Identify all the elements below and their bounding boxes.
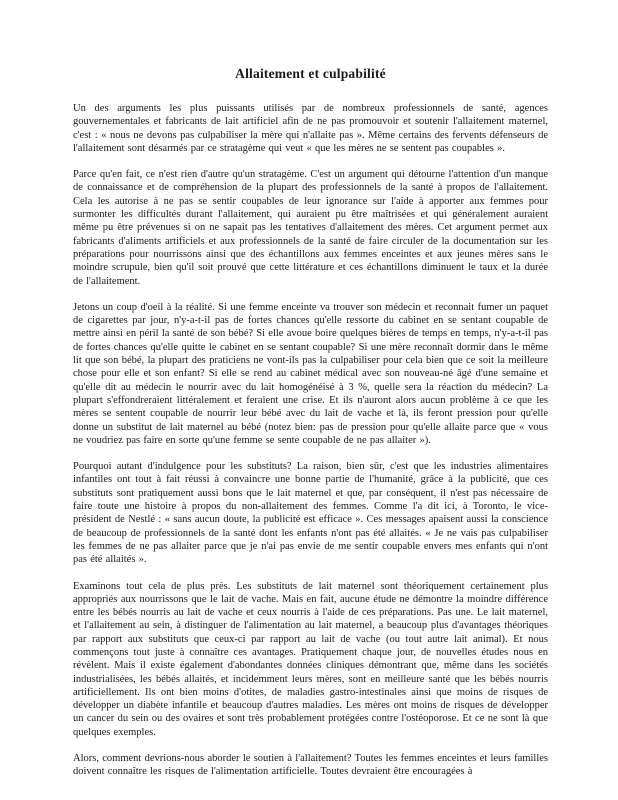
paragraph: Jetons un coup d'oeil à la réalité. Si une femme enceinte va trouver son médecin et reconnait fumer un paquet de cigarettes par jour, n'y-a-t-il pas de fortes chances qu'elle ressorte du cabinet en se sentant coupable de mettre ainsi en péril la santé de son bébé? Si elle avoue boire quelques bières de temps en temps, n'y-a-t-il pas de fortes chances qu'elle quitte le cabinet en se sentant coupable? Si une mère reconnaît dormir dans le même lit que son bébé, la plupart des praticiens ne vont-ils pas la culpabiliser pour cela bien que ce soit la meilleure chose pour elle et son enfant? Si elle se rend au cabinet médical avec son nouveau-né âgé d'une semaine et qu'elle dit au médecin le nourrir avec du lait homogénéisé à 3 %, quelle sera la réaction du médecin? La plupart s'effondreraient littéralement et feraient une crise. Et ils n'auront alors aucun problème à ce que les mères se sentent coupable de nourrir leur bébé avec du lait de vache et là, ils feront pression pour qu'elle donne un substitut de lait maternel au bébé (notez bien: pas de pression pour qu'elle allaite parce que « vous ne voudriez pas faire en sorte qu'une femme se sente coupable de ne pas allaiter »).: [73, 301, 548, 446]
paragraph: Parce qu'en fait, ce n'est rien d'autre qu'un stratagème. C'est un argument qui détourne l'attention d'un manque de connaissance et de compréhension de la plupart des professionnels de la santé à propos de l'allaitement. Cela les autorise à ne pas se sentir coupables de leur ignorance sur l'aide à apporter aux femmes pour surmonter les difficultés durant l'allaitement, qui auraient pu être maîtrisées et qui généralement auraient même pu être prévenues si on ne sapait pas les tentatives d'allaitement des mères. Cet argument permet aux fabricants d'aliments artificiels et aux professionnels de la santé de faire circuler de la documentation sur les préparations pour nourrissons ainsi que des échantillons aux femmes enceintes et aux jeunes mères sans le moindre scrupule, bien qu'il soit prouvé que cette littérature et ces échantillons diminuent le taux et la durée de l'allaitement.: [73, 169, 548, 287]
document-title: Allaitement et culpabilité: [235, 66, 386, 81]
paragraph: Alors, comment devrions-nous aborder le soutien à l'allaitement? Toutes les femmes enceintes et leurs familles doivent connaître les risques de l'alimentation artificielle. Toutes devraient être encouragées à: [73, 753, 548, 778]
paragraph: Pourquoi autant d'indulgence pour les substituts? La raison, bien sûr, c'est que les industries alimentaires infantiles ont tout à fait réussi à convaincre une bonne partie de l'humanité, grâce à la publicité, que ces substituts sont pratiquement aussi bons que le lait maternel et que, par conséquent, il n'est pas nécessaire de faire toute une histoire à propos du non-allaitement des femmes. Comme l'a dit ici, à Toronto, le vice-président de Nestlé : « sans aucun doute, la publicité est efficace ». Ces messages apaisent aussi la conscience de beaucoup de professionnels de la santé dont les enfants n'ont pas été allaités. « Je ne vais pas culpabiliser les femmes de ne pas allaiter parce que je n'ai pas envie de me sentir coupable envers mes enfants qui n'ont pas été allaités ».: [73, 461, 548, 566]
paragraph: Un des arguments les plus puissants utilisés par de nombreux professionnels de santé, agences gouvernementales et fabricants de lait artificiel afin de ne pas promouvoir et soutenir l'allaitement maternel, c'est : « nous ne devons pas culpabiliser la mère qui n'allaite pas ». Même certains des fervents défenseurs de l'allaitement sont désarmés par ce stratagème qui veut « que les mères ne se sentent pas coupables ».: [73, 103, 548, 154]
paragraph: Examinons tout cela de plus près. Les substituts de lait maternel sont théoriquement certainement plus appropriés aux nourrissons que le lait de vache. Mais en fait, aucune étude ne démontre la moindre différence entre les bébés nourris au lait de vache et ceux nourris à l'aide de ces préparations. Pas une. Le lait maternel, et l'allaitement au sein, à distinguer de l'alimentation au lait maternel, a beaucoup plus d'avantages théoriques par rapport aux substituts que ceux-ci par rapport au lait de vache (ou tout autre lait animal). Et nous commençons tout juste à connaître ces avantages. Pratiquement chaque jour, de nouvelles études nous en révèlent. Mais il existe également d'abondantes données cliniques démontrant que, même dans les sociétés industrialisées, les bébés allaités, et incidemment leurs mères, sont en meilleure santé que les bébés nourris artificiellement. Ils ont bien moins d'otites, de maladies gastro-intestinales ainsi que moins de risques de développer un diabète infantile et beaucoup d'autres maladies. Les mères ont moins de risques de développer un cancer du sein ou des ovaires et sont très probablement protégées contre l'ostéoporose. Et ce ne sont là que quelques exemples.: [73, 580, 548, 738]
